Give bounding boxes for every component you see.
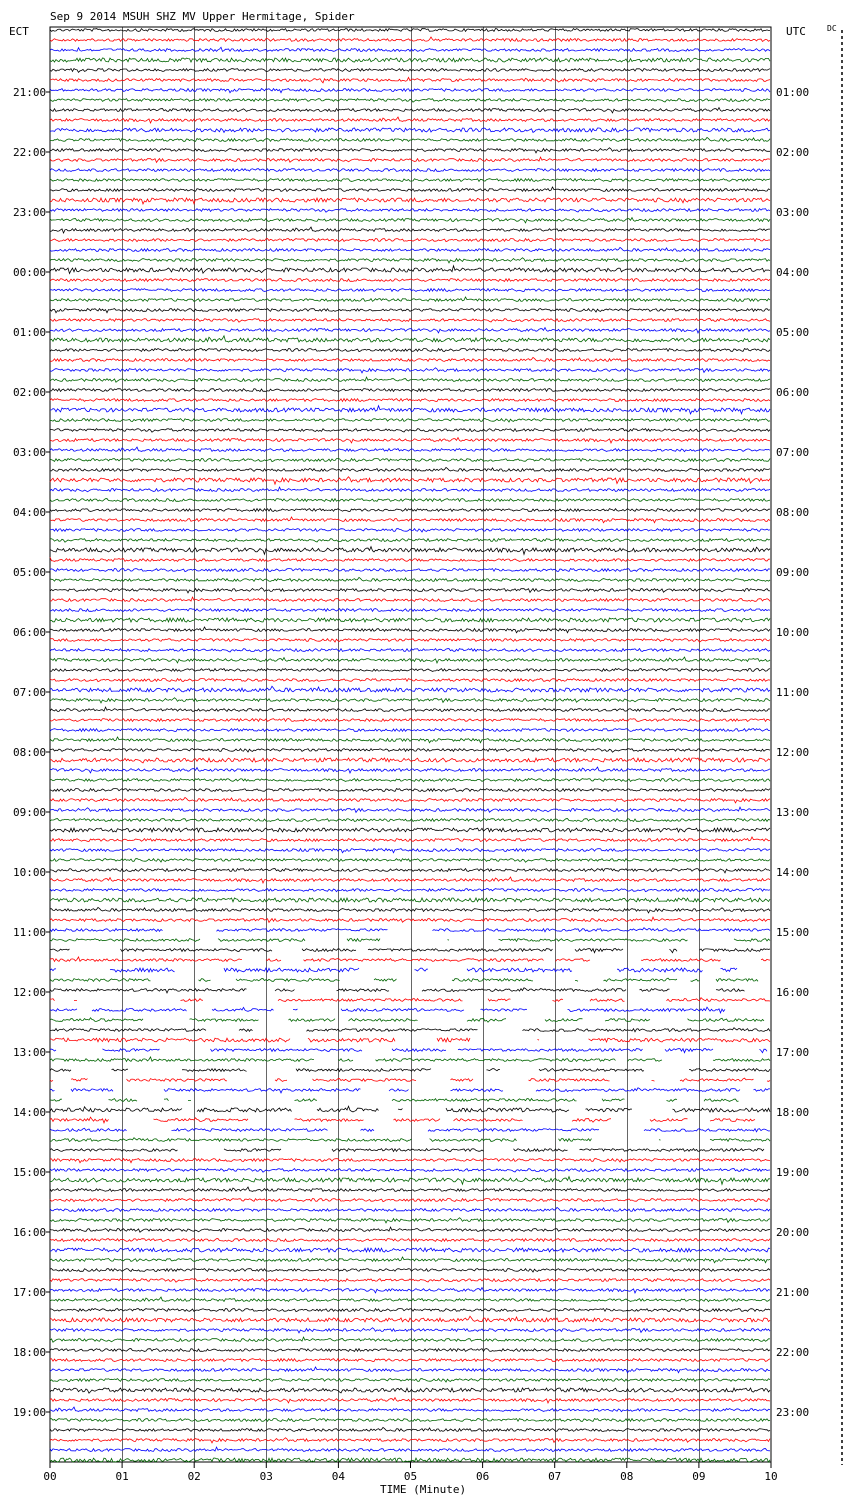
chart-grid	[50, 27, 771, 1468]
utc-hour-label: 05:00	[776, 326, 810, 339]
seismic-trace	[50, 729, 770, 732]
seismic-trace	[50, 58, 770, 62]
x-tick-label: 02	[187, 1470, 201, 1483]
seismic-trace	[50, 1187, 770, 1191]
utc-hour-label: 08:00	[776, 506, 810, 519]
seismic-trace	[50, 1407, 770, 1412]
utc-hour-label: 11:00	[776, 686, 810, 699]
seismic-trace	[50, 539, 770, 543]
ect-hour-label: 16:00	[13, 1226, 47, 1239]
seismic-trace	[50, 266, 770, 274]
seismic-trace	[50, 819, 770, 822]
seismic-trace	[50, 209, 770, 213]
seismic-trace	[50, 169, 770, 172]
seismic-trace	[50, 1458, 770, 1462]
seismic-trace	[50, 1088, 770, 1093]
seismic-trace	[50, 336, 770, 342]
seismic-trace	[50, 117, 770, 123]
seismic-trace	[50, 438, 770, 443]
seismic-trace	[50, 877, 770, 883]
seismic-trace	[50, 1248, 770, 1252]
seismic-trace	[50, 1359, 770, 1362]
seismic-trace	[50, 789, 770, 792]
ect-hour-label: 13:00	[13, 1046, 47, 1059]
seismic-trace	[50, 477, 770, 484]
seismic-trace	[50, 1337, 770, 1342]
utc-hour-label: 20:00	[776, 1226, 810, 1239]
seismic-trace	[50, 187, 770, 191]
seismic-trace	[50, 108, 770, 113]
ect-hour-label: 04:00	[13, 506, 47, 519]
seismic-trace	[50, 657, 770, 663]
seismic-trace	[50, 1057, 770, 1061]
seismic-trace	[50, 1309, 770, 1312]
ect-hour-label: 06:00	[13, 626, 47, 639]
ect-hour-labels	[13, 86, 50, 1419]
seismic-trace	[50, 148, 770, 153]
seismic-trace	[50, 419, 770, 422]
seismic-trace	[50, 279, 770, 282]
seismic-trace	[50, 289, 770, 292]
seismic-trace	[50, 1419, 770, 1422]
seismic-trace	[50, 649, 770, 652]
seismic-traces	[50, 29, 770, 1462]
seismic-trace	[50, 128, 770, 132]
seismic-trace	[50, 137, 770, 141]
seismic-trace	[50, 406, 770, 414]
utc-hour-labels	[776, 86, 809, 1419]
utc-hour-label: 21:00	[776, 1286, 810, 1299]
utc-hour-label: 15:00	[776, 926, 810, 939]
seismic-trace	[50, 1128, 770, 1132]
seismic-trace	[50, 889, 770, 892]
seismic-trace	[50, 569, 770, 572]
seismic-trace	[50, 837, 770, 841]
seismic-trace	[50, 1028, 770, 1032]
ect-hour-label: 02:00	[13, 386, 47, 399]
seismic-trace	[50, 1447, 770, 1451]
seismic-trace	[50, 707, 770, 711]
dc-label: DC	[827, 24, 837, 33]
x-tick-label: 06	[475, 1470, 490, 1483]
ect-hour-label: 05:00	[13, 566, 47, 579]
seismic-trace	[50, 978, 758, 981]
seismic-trace	[50, 447, 770, 452]
seismic-trace	[50, 429, 770, 433]
ect-hour-label: 21:00	[13, 86, 47, 99]
seismic-trace	[50, 618, 770, 622]
seismic-trace	[50, 218, 770, 223]
seismic-trace	[50, 239, 770, 242]
seismic-trace	[50, 767, 770, 773]
ect-label: ECT	[9, 25, 29, 38]
seismic-trace	[50, 1388, 770, 1393]
chart-title: Sep 9 2014 MSUH SHZ MV Upper Hermitage, Spider	[50, 10, 355, 23]
utc-hour-label: 01:00	[776, 86, 810, 99]
seismic-trace	[50, 1218, 770, 1223]
plot-frame	[50, 27, 771, 1462]
seismic-trace	[50, 928, 770, 932]
ect-hour-label: 23:00	[13, 206, 47, 219]
seismic-trace	[50, 1316, 770, 1322]
seismic-trace	[50, 1288, 770, 1293]
utc-hour-label: 18:00	[776, 1106, 810, 1119]
ect-hour-label: 15:00	[13, 1166, 47, 1179]
seismic-trace	[50, 1177, 770, 1185]
seismic-trace	[50, 828, 770, 832]
x-tick-label: 00	[43, 1470, 57, 1483]
x-tick-label: 08	[620, 1470, 634, 1483]
seismic-trace	[50, 1438, 770, 1443]
seismic-trace	[50, 1078, 770, 1081]
seismic-trace	[50, 669, 770, 672]
x-tick-label: 05	[403, 1470, 418, 1483]
utc-hour-label: 03:00	[776, 206, 810, 219]
seismic-trace	[50, 686, 770, 692]
seismic-trace	[50, 377, 770, 382]
utc-hour-label: 16:00	[776, 986, 810, 999]
seismic-trace	[50, 467, 770, 471]
x-tick-label: 07	[548, 1470, 562, 1483]
seismic-trace	[50, 849, 770, 853]
utc-hour-label: 14:00	[776, 866, 810, 879]
seismic-trace	[50, 1207, 770, 1211]
seismic-trace	[50, 957, 770, 961]
seismic-trace	[50, 547, 770, 555]
ect-hour-label: 18:00	[13, 1346, 47, 1359]
seismic-trace	[50, 319, 770, 323]
seismic-trace	[50, 258, 770, 263]
seismic-trace	[50, 1018, 764, 1022]
seismic-trace	[50, 1227, 770, 1232]
seismic-trace	[50, 1038, 770, 1042]
seismic-trace	[50, 227, 770, 233]
seismic-trace	[50, 1138, 770, 1142]
utc-hour-label: 06:00	[776, 386, 810, 399]
utc-hour-label: 04:00	[776, 266, 810, 279]
seismic-trace	[50, 1069, 770, 1072]
ect-hour-label: 12:00	[13, 986, 47, 999]
utc-hour-label: 22:00	[776, 1346, 810, 1359]
seismic-trace	[50, 797, 770, 803]
seismic-trace	[50, 198, 770, 204]
ect-hour-label: 19:00	[13, 1406, 47, 1419]
utc-hour-label: 19:00	[776, 1166, 810, 1179]
utc-hour-label: 02:00	[776, 146, 810, 159]
seismic-trace	[50, 859, 770, 863]
seismic-trace	[50, 517, 770, 523]
seismic-trace	[50, 89, 770, 93]
seismic-trace	[50, 1169, 770, 1173]
seismic-trace	[50, 1379, 770, 1382]
seismic-trace	[50, 499, 770, 502]
seismic-trace	[50, 1367, 770, 1373]
seismic-trace	[50, 1279, 770, 1283]
seismic-trace	[50, 639, 770, 643]
seismic-trace	[50, 988, 745, 993]
seismic-trace	[50, 609, 770, 612]
seismic-trace	[50, 368, 770, 373]
seismic-trace	[50, 968, 761, 972]
seismic-trace	[50, 37, 770, 41]
utc-hour-label: 07:00	[776, 446, 810, 459]
seismic-trace	[50, 349, 770, 352]
seismic-trace	[50, 309, 770, 313]
seismic-trace	[50, 1239, 770, 1242]
seismic-trace	[50, 1257, 770, 1263]
seismic-trace	[50, 758, 770, 763]
seismic-trace	[50, 1398, 770, 1403]
ect-hour-label: 09:00	[13, 806, 47, 819]
ect-hour-label: 17:00	[13, 1286, 47, 1299]
seismic-trace	[50, 459, 770, 462]
ect-hour-label: 14:00	[13, 1106, 47, 1119]
seismic-trace	[50, 907, 770, 913]
seismic-trace	[50, 1199, 770, 1202]
seismic-trace	[50, 1269, 770, 1272]
seismic-trace	[50, 597, 770, 601]
utc-hour-label: 12:00	[776, 746, 810, 759]
seismic-trace	[50, 698, 770, 703]
seismic-trace	[50, 47, 770, 51]
seismic-trace	[50, 1297, 770, 1302]
seismic-trace	[50, 1149, 764, 1152]
x-tick-labels	[43, 1470, 777, 1483]
seismic-trace	[50, 807, 770, 812]
seismic-trace	[50, 869, 770, 873]
seismic-trace	[50, 297, 770, 301]
x-tick-label: 03	[259, 1470, 273, 1483]
ect-hour-label: 01:00	[13, 326, 47, 339]
seismic-trace	[50, 898, 770, 902]
seismic-trace	[50, 157, 770, 162]
utc-hour-label: 10:00	[776, 626, 810, 639]
seismic-trace	[50, 1099, 739, 1102]
seismic-trace	[50, 749, 770, 753]
seismic-trace	[50, 29, 770, 32]
seismic-trace	[50, 998, 770, 1002]
seismic-trace	[50, 949, 770, 953]
x-tick-label: 04	[331, 1470, 346, 1483]
seismic-trace	[50, 557, 770, 562]
utc-hour-label: 13:00	[776, 806, 810, 819]
ect-hour-label: 03:00	[13, 446, 47, 459]
x-tick-label: 01	[115, 1470, 129, 1483]
seismic-trace	[50, 389, 770, 392]
ect-hour-label: 00:00	[13, 266, 47, 279]
seismic-trace	[50, 529, 770, 532]
seismic-trace	[50, 1106, 770, 1112]
ect-hour-label: 07:00	[13, 686, 47, 699]
ect-hour-label: 11:00	[13, 926, 47, 939]
utc-hour-label: 17:00	[776, 1046, 810, 1059]
utc-label: UTC	[786, 25, 806, 38]
ect-hour-label: 10:00	[13, 866, 47, 879]
seismic-trace	[50, 939, 770, 942]
seismic-trace	[50, 357, 770, 361]
seismic-trace	[50, 1427, 770, 1431]
seismic-trace	[50, 627, 770, 633]
ect-hour-label: 08:00	[13, 746, 47, 759]
seismic-trace	[50, 719, 770, 722]
utc-hour-label: 23:00	[776, 1406, 810, 1419]
seismic-trace	[50, 69, 770, 73]
x-axis-label: TIME (Minute)	[380, 1483, 467, 1496]
seismic-trace	[50, 1328, 770, 1333]
seismic-trace	[50, 679, 770, 682]
seismic-trace	[50, 328, 770, 333]
ect-hour-label: 22:00	[13, 146, 47, 159]
seismic-trace	[50, 1049, 767, 1053]
seismic-trace	[50, 1349, 770, 1352]
seismic-trace	[50, 577, 770, 581]
seismic-trace	[50, 487, 770, 492]
x-tick-label: 10	[764, 1470, 778, 1483]
seismic-trace	[50, 399, 770, 402]
seismic-trace	[50, 917, 770, 922]
seismic-trace	[50, 737, 770, 743]
seismic-trace	[50, 509, 770, 512]
seismic-trace	[50, 77, 770, 82]
seismic-trace	[50, 99, 770, 103]
seismic-trace	[50, 588, 770, 593]
seismic-trace	[50, 1117, 755, 1123]
seismic-trace	[50, 779, 770, 782]
seismic-trace	[50, 1159, 770, 1163]
seismic-trace	[50, 1007, 770, 1013]
x-tick-label: 09	[692, 1470, 706, 1483]
utc-hour-label: 09:00	[776, 566, 810, 579]
seismic-trace	[50, 247, 770, 251]
seismic-trace	[50, 179, 770, 182]
